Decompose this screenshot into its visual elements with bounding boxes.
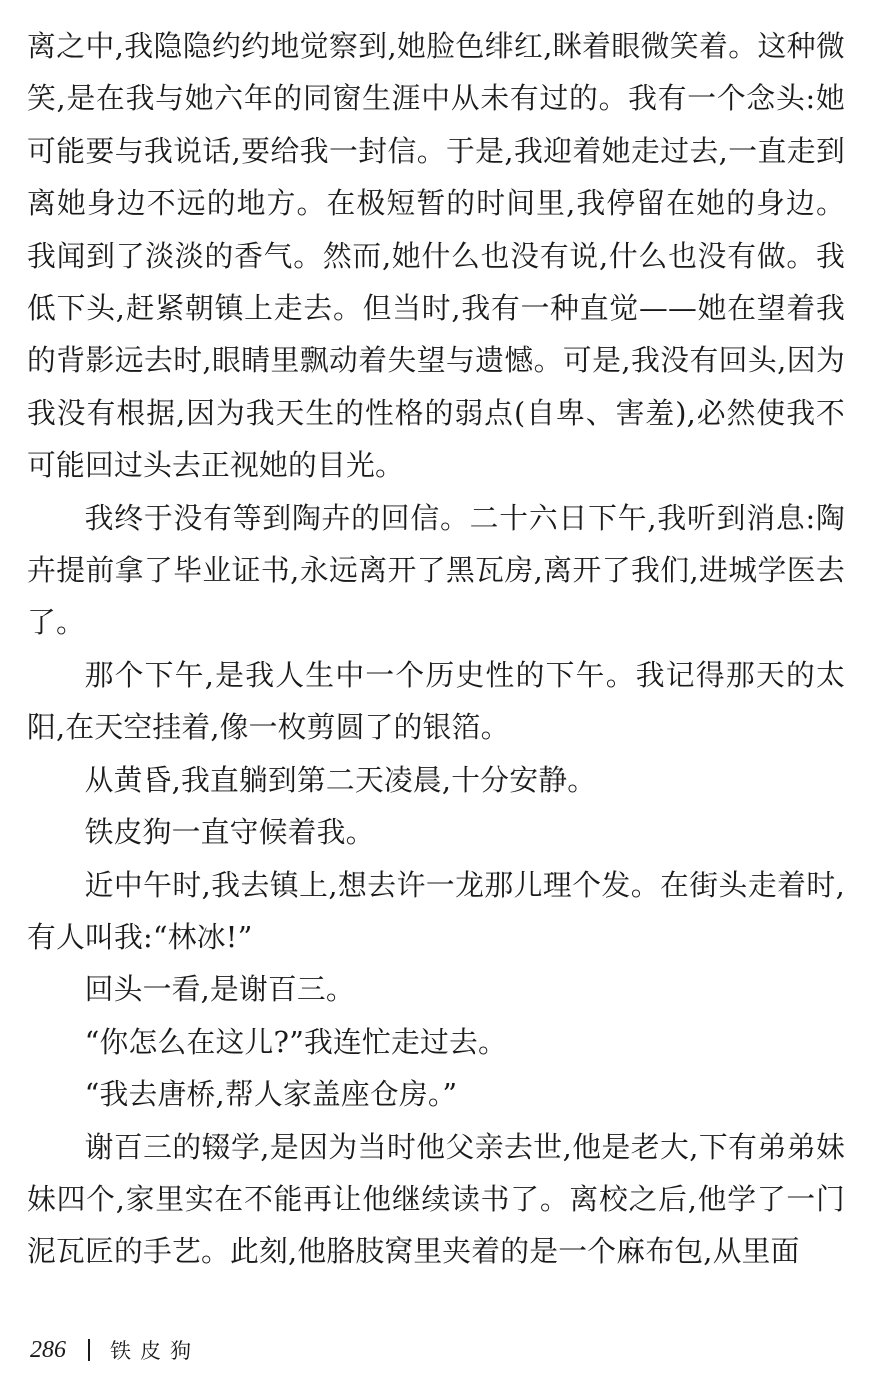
running-title: 铁皮狗 xyxy=(110,1339,200,1363)
paragraph: “我去唐桥,帮人家盖座仓房。” xyxy=(84,1077,458,1112)
paragraph: 从黄昏,我直躺到第二天凌晨,十分安静。 xyxy=(84,762,597,797)
paragraph: 近中午时,我去镇上,想去许一龙那儿理个发。在街头走着时,有人叫我:“林冰!” xyxy=(27,867,845,954)
paragraph: 回头一看,是谢百三。 xyxy=(84,972,355,1007)
body-text xyxy=(27,20,845,1278)
paragraph: “你怎么在这儿?”我连忙走过去。 xyxy=(84,1024,508,1059)
paragraph: 我终于没有等到陶卉的回信。二十六日下午,我听到消息:陶卉提前拿了毕业证书,永远离开了黑瓦房,离开了我们,进城学医去了。 xyxy=(27,500,845,640)
paragraph: 谢百三的辍学,是因为当时他父亲去世,他是老大,下有弟弟妹妹四个,家里实在不能再让他继续读书了。离校之后,他学了一门泥瓦匠的手艺。此刻,他胳肢窝里夹着的是一个麻布包,从里面 xyxy=(27,1129,845,1269)
page-number: 286 xyxy=(30,1336,66,1363)
footer-divider xyxy=(88,1339,90,1361)
page-footer xyxy=(30,1330,200,1370)
paragraph: 那个下午,是我人生中一个历史性的下午。我记得那天的太阳,在天空挂着,像一枚剪圆了的银箔。 xyxy=(27,657,845,745)
paragraph: 离之中,我隐隐约约地觉察到,她脸色绯红,眯着眼微笑着。这种微笑,是在我与她六年的同窗生涯中从未有过的。我有一个念头:她可能要与我说话,要给我一封信。于是,我迎着她走过去,一直走到离她身边不远的地方。在极短暂的时间里,我停留在她的身边。我闻到了淡淡的香气。然而,她什么也没有说,什么也没有做。我低下头,赶紧朝镇上走去。但当时,我有一种直觉——她在望着我的背影远去时,眼睛里飘动着失望与遗憾。可是,我没有回头,因为我没有根据,因为我天生的性格的弱点(自卑、害羞),必然使我不可能回过头去正视她的目光。 xyxy=(27,29,845,483)
paragraph: 铁皮狗一直守候着我。 xyxy=(84,815,375,850)
